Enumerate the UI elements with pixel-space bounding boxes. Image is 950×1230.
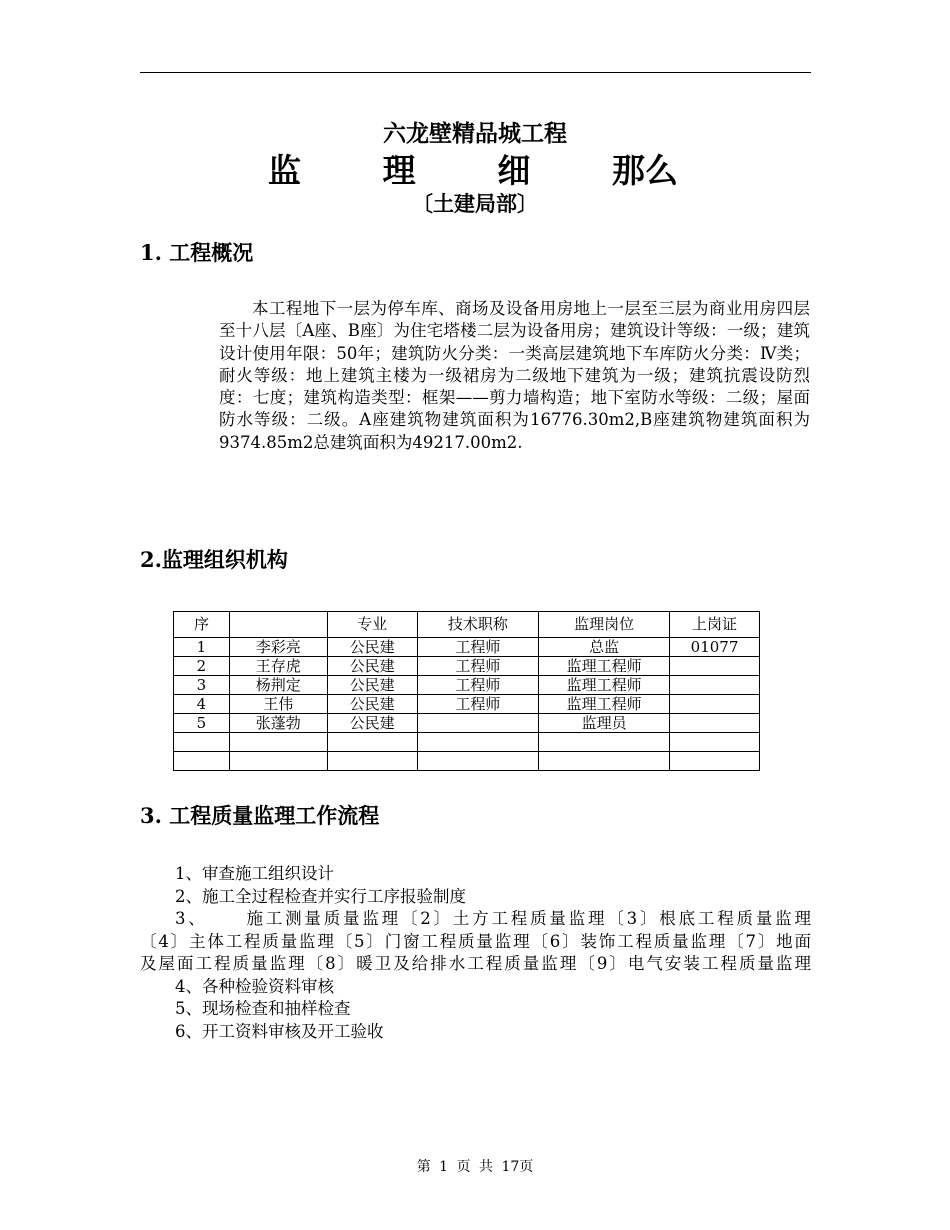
table-row [174, 657, 760, 676]
list-item-continuation: 及屋面工程质量监理〔8〕暖卫及给排水工程质量监理〔9〕电气安装工程质量监理 [140, 954, 811, 973]
table-cell: 监理工程师 [539, 676, 670, 695]
table-cell [539, 752, 670, 771]
table-header-cell: 序 [174, 612, 230, 638]
table-cell: 工程师 [417, 695, 539, 714]
table-cell: 张蓬勃 [229, 714, 327, 733]
workflow-list [140, 863, 811, 1043]
table-header-row [174, 612, 760, 638]
table-cell: 3 [174, 676, 230, 695]
document-title: 六龙壁精品城工程 [383, 120, 567, 147]
list-item: 4、各种检验资料审核 [175, 976, 334, 996]
table-cell: 公民建 [327, 657, 417, 676]
table-header-cell: 上岗证 [670, 612, 760, 638]
table-cell: 01077 [670, 638, 760, 657]
table-cell: 监理员 [539, 714, 670, 733]
table-header-cell [229, 612, 327, 638]
table-cell: 5 [174, 714, 230, 733]
table-row [174, 695, 760, 714]
table-cell: 公民建 [327, 695, 417, 714]
header-rule [140, 72, 811, 73]
table-header-cell: 技术职称 [417, 612, 539, 638]
subtitle-char: 监 [268, 150, 301, 190]
subtitle-char: 细 [497, 150, 531, 190]
table-cell: 监理工程师 [539, 695, 670, 714]
table-cell [174, 752, 230, 771]
table-header-cell: 专业 [327, 612, 417, 638]
table-cell: 公民建 [327, 714, 417, 733]
table-cell [327, 752, 417, 771]
table-cell: 工程师 [417, 676, 539, 695]
table-cell [670, 752, 760, 771]
document-scope: 〔土建局部〕 [412, 191, 538, 216]
list-item: 2、施工全过程检查并实行工序报验制度 [175, 886, 466, 906]
section-heading-workflow: 3. 工程质量监理工作流程 [140, 803, 380, 828]
page-number: 第 1 页 共 17页 [416, 1159, 534, 1175]
table-cell [327, 733, 417, 752]
table-cell: 王伟 [229, 695, 327, 714]
table-cell [670, 657, 760, 676]
table-row [174, 733, 760, 752]
table-header-cell: 监理岗位 [539, 612, 670, 638]
table-cell: 4 [174, 695, 230, 714]
table-row [174, 676, 760, 695]
list-item-continuation: 〔4〕主体工程质量监理〔5〕门窗工程质量监理〔6〕装饰工程质量监理〔7〕地面 [140, 931, 811, 951]
overview-paragraph: 本工程地下一层为停车库、商场及设备用房地上一层至三层为商业用房四层至十八层〔A座、B座〕为住宅塔楼二层为设备用房；建筑设计等级：一级；建筑设计使用年限：50年；建筑防火分类：一类高层建筑地下车库防火分类：Ⅳ类；耐火等级：地上建筑主楼为一级裙房为二级地下建筑为一级；建筑抗震设防烈度：七度；建筑构造类型：框架——剪力墙构造；地下室防水等级：二级；屋面防水等级：二级。A座建筑物建筑面积为16776.30m2,B座建筑物建筑面积为9374.85m2总建筑面积为49217.00m2. [219, 299, 810, 452]
section-heading-overview: 1. 工程概况 [140, 240, 254, 265]
table-cell: 李彩亮 [229, 638, 327, 657]
table-cell: 公民建 [327, 638, 417, 657]
table-cell [670, 714, 760, 733]
table-cell: 监理工程师 [539, 657, 670, 676]
document-subtitle [268, 145, 678, 191]
table-cell: 总监 [539, 638, 670, 657]
table-cell: 工程师 [417, 657, 539, 676]
table-cell [539, 733, 670, 752]
table-cell [417, 733, 539, 752]
table-cell [670, 733, 760, 752]
table-cell: 工程师 [417, 638, 539, 657]
subtitle-char: 理 [382, 150, 416, 190]
list-item [140, 908, 811, 931]
table-cell: 1 [174, 638, 230, 657]
table-row [174, 752, 760, 771]
section-heading-organization: 2.监理组织机构 [140, 547, 288, 572]
list-item: 5、现场检查和抽样检查 [175, 999, 351, 1018]
table-row [174, 638, 760, 657]
table-cell [417, 752, 539, 771]
table-cell [174, 733, 230, 752]
table-cell [417, 714, 539, 733]
table-cell [229, 733, 327, 752]
table-cell: 公民建 [327, 676, 417, 695]
staff-table [173, 611, 760, 771]
list-item-text: 施工测量质量监理〔2〕土方工程质量监理〔3〕根底工程质量监理 [243, 909, 811, 928]
table-row [174, 714, 760, 733]
table-cell [670, 676, 760, 695]
subtitle-char: 那么 [611, 150, 678, 190]
table-cell: 王存虎 [229, 657, 327, 676]
table-cell [229, 752, 327, 771]
list-item: 1、审查施工组织设计 [175, 864, 334, 883]
table-cell: 杨荆定 [229, 676, 327, 695]
list-item: 6、开工资料审核及开工验收 [175, 1021, 384, 1041]
list-item-number: 3、 [175, 909, 208, 928]
table-cell [670, 695, 760, 714]
table-cell: 2 [174, 657, 230, 676]
